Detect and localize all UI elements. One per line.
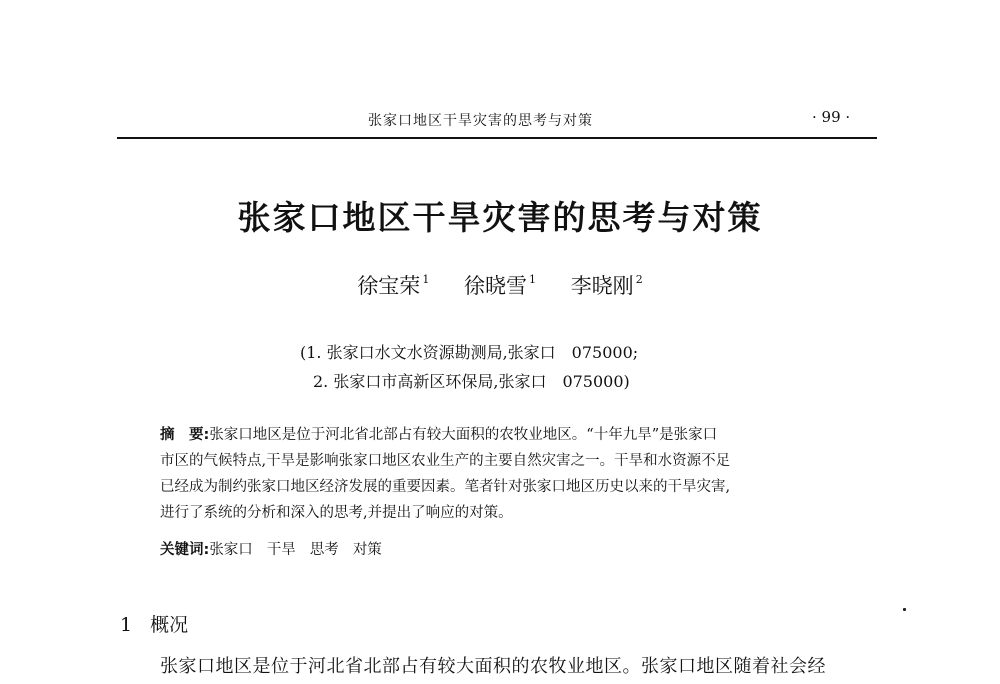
author-name: 李晓刚 [570,274,634,298]
author-name: 徐晓雪 [464,274,527,298]
abstract-line: 已经成为制约张家口地区经济发展的重要因素。笔者针对张家口地区历史以来的干旱灾害, [160,479,731,495]
author-affiliation-mark: 1 [422,273,430,286]
author [571,270,643,300]
section-title: 概况 [150,614,189,636]
abstract-line: 进行了系统的分析和深入的思考,并提出了响应的对策。 [160,505,513,521]
keyword: 对策 [352,542,382,558]
section-number: 1 [120,614,133,636]
section-heading [120,610,188,637]
keywords [160,538,396,559]
author [357,270,429,300]
abstract-line: 市区的气候特点,干旱是影响张家口地区农业生产的主要自然灾害之一。干旱和水资源不足 [160,453,731,469]
header-rule [117,137,877,139]
keyword: 思考 [309,542,339,558]
paper-title: 张家口地区干旱灾害的思考与对策 [237,198,763,237]
author-affiliation-mark: 1 [529,273,536,286]
body-paragraph: 张家口地区是位于河北省北部占有较大面积的农牧业地区。张家口地区随着社会经 [160,656,826,677]
author-list [0,270,1000,300]
author-name: 徐宝荣 [357,274,421,298]
abstract-line [160,422,850,448]
keywords-label: 关键词: [160,542,210,558]
affiliation-line: 2. 张家口市高新区环保局,张家口 075000) [313,372,630,391]
keyword: 干旱 [266,542,296,558]
abstract [160,422,850,526]
author-affiliation-mark: 2 [635,273,643,286]
page-number: · 99 · [812,108,851,126]
abstract-label: 摘 要: [160,427,210,443]
scan-speck [903,608,906,611]
running-title: 张家口地区干旱灾害的思考与对策 [368,113,593,129]
keyword: 张家口 [209,542,253,558]
author [464,270,536,300]
abstract-text: 张家口地区是位于河北省北部占有较大面积的农牧业地区。“十年九旱”是张家口 [209,427,718,443]
affiliation-line: (1. 张家口水文水资源勘测局,张家口 075000; [300,343,639,362]
